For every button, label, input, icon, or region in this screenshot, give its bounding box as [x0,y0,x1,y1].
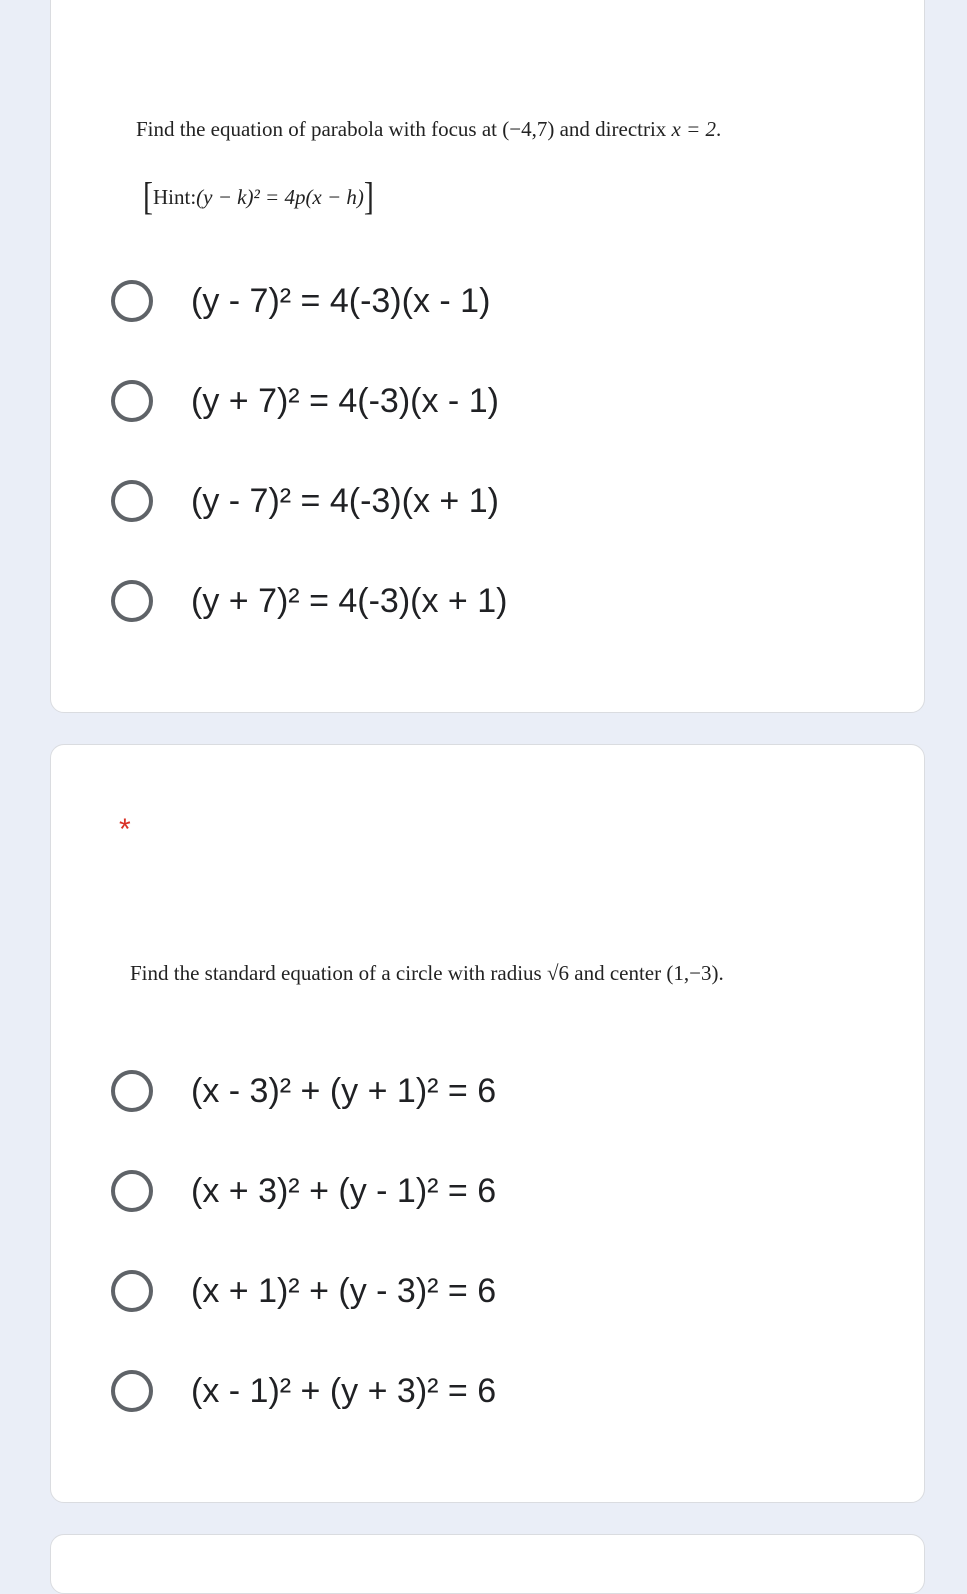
next-question-card [50,1534,925,1594]
option-4[interactable] [111,1361,496,1421]
focus-value: (−4,7) [502,117,555,141]
radio-button[interactable] [111,1270,153,1312]
radio-button[interactable] [111,580,153,622]
option-label: (y - 7)² = 4(-3)(x - 1) [191,281,491,320]
prompt-text: Find the equation of parabola with focus at [136,117,497,141]
radio-button[interactable] [111,1370,153,1412]
option-label: (y - 7)² = 4(-3)(x + 1) [191,481,499,520]
hint-text [143,175,374,219]
hint-label: Hint: [153,185,197,209]
prompt-text-middle: and center [574,961,662,985]
hint-open-bracket: [ [143,175,153,219]
option-1[interactable] [111,271,490,331]
option-2[interactable] [111,371,499,431]
option-label: (x - 3)² + (y + 1)² = 6 [191,1071,497,1110]
option-label: (y + 7)² = 4(-3)(x + 1) [191,581,508,620]
prompt-text-middle: and directrix [559,117,667,141]
radio-button[interactable] [111,1070,153,1112]
radio-button[interactable] [111,280,153,322]
radius-value: √6 [546,961,569,985]
question-card-parabola [50,0,925,713]
option-3[interactable] [111,1261,496,1321]
radio-button[interactable] [111,380,153,422]
option-label: (x + 1)² + (y - 3)² = 6 [191,1271,497,1310]
radio-button[interactable] [111,1170,153,1212]
option-label: (y + 7)² = 4(-3)(x - 1) [191,381,499,420]
prompt-text: Find the standard equation of a circle with radius [130,961,542,985]
prompt-end: . [718,961,724,985]
option-3[interactable] [111,471,499,531]
option-2[interactable] [111,1161,496,1221]
option-label: (x - 1)² + (y + 3)² = 6 [191,1371,497,1410]
question-prompt-circle [130,961,724,986]
directrix-value: x = 2 [671,117,717,141]
hint-formula: (y − k)² = 4p(x − h) [196,185,364,209]
option-1[interactable] [111,1061,496,1121]
question-card-circle [50,744,925,1503]
hint-close-bracket: ] [363,175,374,219]
radio-button[interactable] [111,480,153,522]
required-marker: * [119,813,131,846]
option-4[interactable] [111,571,507,631]
prompt-end: . [716,117,722,141]
option-label: (x + 3)² + (y - 1)² = 6 [191,1171,497,1210]
center-value: (1,−3) [666,961,719,985]
question-prompt-parabola [136,117,721,142]
